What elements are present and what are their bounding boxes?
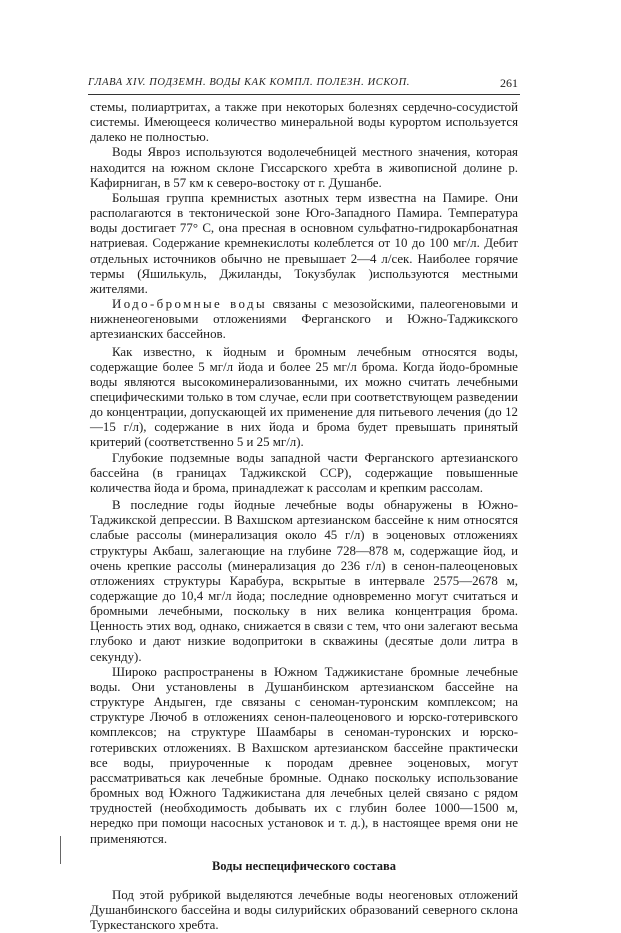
paragraph-iodobromine (90, 297, 518, 342)
section-heading: Воды неспецифического состава (211, 858, 397, 873)
paragraph-pamir: Большая группа кремнистых азотных терм известна на Памире. Они располагаются в тектонической зоне Юго-Западного Памира. Температура воды достигает 77° С, она пресная в основном сульфатно-гидрокарбонатная натриевая. Содержание кремнекислоты колеблется от 10 до 100 мг/л. Дебит отдельных источников обычно не превышает 2—4 л/сек. Наиболее горячие термы (Яшилькуль, Джиланды, Токузбулак )используются местными жителями. (90, 190, 518, 296)
paragraph-tajik-depression: В последние годы йодные лечебные воды обнаружены в Южно-Таджикской депрессии. В Вахшском артезианском бассейне к ним относятся слабые рассолы (минерализация около 45 г/л) в эоценовых отложениях структуры Акбаш, залегающие на глубине 728—878 м, содержащие йод, и очень крепкие рассолы (минерализация до 236 г/л) в сенон-палеоценовых отложениях структуры Карабура, вскрытые в интервале 2575—2678 м, содержащие до 10,4 мг/л йода; последние одновременно могут считаться и бромными лечебными, поскольку в них велика концентрация брома. Ценность этих вод, однако, снижается в связи с тем, что они залегают весьма глубоко и дают низкие водопритоки в скважины (десятые доли литра в секунду). (90, 498, 518, 664)
paragraph-bromine-waters: Широко распространены в Южном Таджикистане бромные лечебные воды. Они установлены в Душанбинском артезианском бассейне на структуре Андыген, где связаны с сеноман-туронским комплексом; на структуре Лючоб в отложениях сенон-палеоценового и юрско-готеривского комплексов; на структуре Шаамбары в сеноман-туронских и юрско-готеривских отложениях. В Вахшском артезианском бассейне практически все воды, приуроченные к породам древнее эоценовых, могут рассматриваться как лечебные бромные. Однако поскольку использование бромных вод Южного Таджикистана для лечебных целей связано с рядом трудностей (необходимость добывать их с глубин более 1000—1500 м, нередко при помощи насосных установок и т. д.), в настоящее время они не применяются. (90, 664, 518, 846)
body-text (90, 100, 518, 933)
running-header-title: ГЛАВА XIV. ПОДЗЕМН. ВОДЫ КАК КОМПЛ. ПОЛЕЗН. ИСКОП. (88, 77, 411, 88)
paragraph-continuation: стемы, полиартритах, а также при некоторых болезнях сердечно-сосудистой системы. Имеющееся количество минеральной воды курортом используется далеко не полностью. (90, 100, 518, 145)
running-header (88, 77, 518, 93)
page-number: 261 (500, 76, 518, 90)
paragraph-yavroz: Воды Явроз используются водолечебницей местного значения, которая находится на южном склоне Гиссарского хребта в живописной долине р. Кафирниган, в 57 км к северо-востоку от г. Душанбе. (90, 145, 518, 190)
header-rule (88, 94, 520, 95)
paragraph-fergana: Глубокие подземные воды западной части Ферганского артезианского бассейна (в границах Таджикской ССР), содержащие повышенные количества йода и брома, принадлежат к рассолам и крепким рассолам. (90, 450, 518, 495)
margin-mark (60, 836, 61, 864)
paragraph-nonspecific: Под этой рубрикой выделяются лечебные воды неогеновых отложений Душанбинского бассейна и воды силурийских образований северного склона Туркестанского хребта. (90, 887, 518, 933)
paragraph-iodobromine-rest: связаны с мезозойскими, палеогеновыми и нижненеогеновыми отложениями Ферганского и Южно-Таджикского артезианских бассейнов. (90, 297, 518, 342)
spaced-lead-term: Иодо-бромные воды (112, 297, 268, 312)
paragraph-criteria: Как известно, к йодным и бромным лечебным относятся воды, содержащие более 5 мг/л йода и более 25 мг/л брома. Когда йодо-бромные воды являются высокоминерализованными, их можно считать лечебными специфическими только в том случае, если при соответствующем разведении до концентрации, допускающей их применение для питьевого лечения (до 12—15 г/л), содержание в них йода и брома будет превышать принятый критерий (соответственно 5 и 25 мг/л). (90, 344, 518, 450)
